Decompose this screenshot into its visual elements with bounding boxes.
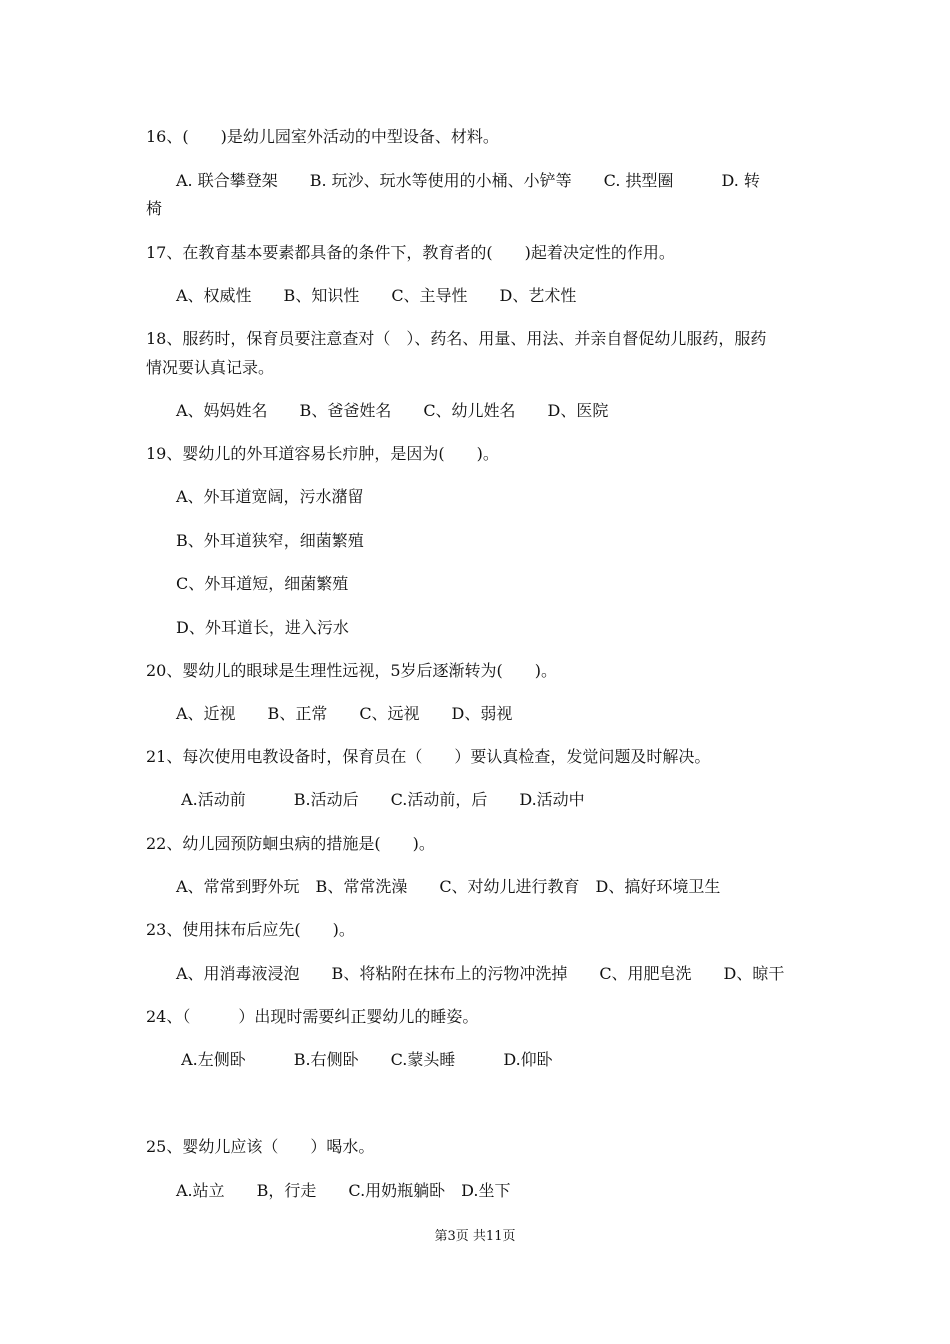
options-line: A、常常到野外玩 B、常常洗澡 C、对幼儿进行教育 D、搞好环境卫生 — [176, 877, 721, 896]
option-a: A、外耳道宽阔，污水潴留 — [176, 487, 364, 506]
question-text-wrap: 情况要认真记录。 — [146, 358, 275, 377]
options-line: A.活动前 B.活动后 C.活动前，后 D.活动中 — [176, 790, 585, 809]
options-line: A、用消毒液浸泡 B、将粘附在抹布上的污物冲洗掉 C、用肥皂洗 D、晾干 — [176, 964, 785, 983]
question-text: 21、每次使用电教设备时，保育员在（ ）要认真检查，发觉问题及时解决。 — [146, 747, 711, 766]
options-wrap: 椅 — [146, 199, 163, 218]
options-line: A、近视 B、正常 C、远视 D、弱视 — [176, 704, 513, 723]
option-c: C、外耳道短，细菌繁殖 — [176, 574, 349, 593]
options-line: A、妈妈姓名 B、爸爸姓名 C、幼儿姓名 D、医院 — [176, 401, 609, 420]
options-line: A、权威性 B、知识性 C、主导性 D、艺术性 — [176, 286, 577, 305]
question-text: 16、( )是幼儿园室外活动的中型设备、材料。 — [146, 127, 499, 146]
page-footer: 第3页 共11页 — [434, 1229, 516, 1244]
options-line: A.左侧卧 B.右侧卧 C.蒙头睡 D.仰卧 — [176, 1050, 553, 1069]
question-text: 17、在教育基本要素都具备的条件下，教育者的( )起着决定性的作用。 — [146, 243, 675, 262]
question-text: 22、幼儿园预防蛔虫病的措施是( )。 — [146, 834, 435, 853]
question-text: 20、婴幼儿的眼球是生理性远视，5岁后逐渐转为( )。 — [146, 661, 558, 680]
question-text: 24、（ ）出现时需要纠正婴幼儿的睡姿。 — [146, 1007, 479, 1026]
option-b: B、外耳道狭窄，细菌繁殖 — [176, 531, 364, 550]
question-text: 25、婴幼儿应该（ ）喝水。 — [146, 1137, 375, 1156]
options-line: A.站立 B，行走 C.用奶瓶躺卧 D.坐下 — [176, 1181, 511, 1200]
question-text: 19、婴幼儿的外耳道容易长疖肿，是因为( )。 — [146, 444, 499, 463]
question-text: 23、使用抹布后应先( )。 — [146, 920, 355, 939]
question-text: 18、服药时，保育员要注意查对（ ）、药名、用量、用法、并亲自督促幼儿服药，服药 — [146, 329, 767, 348]
options-line: A. 联合攀登架 B. 玩沙、玩水等使用的小桶、小铲等 C. 拱型圈 D. 转 — [176, 171, 760, 190]
option-d: D、外耳道长，进入污水 — [176, 618, 349, 637]
